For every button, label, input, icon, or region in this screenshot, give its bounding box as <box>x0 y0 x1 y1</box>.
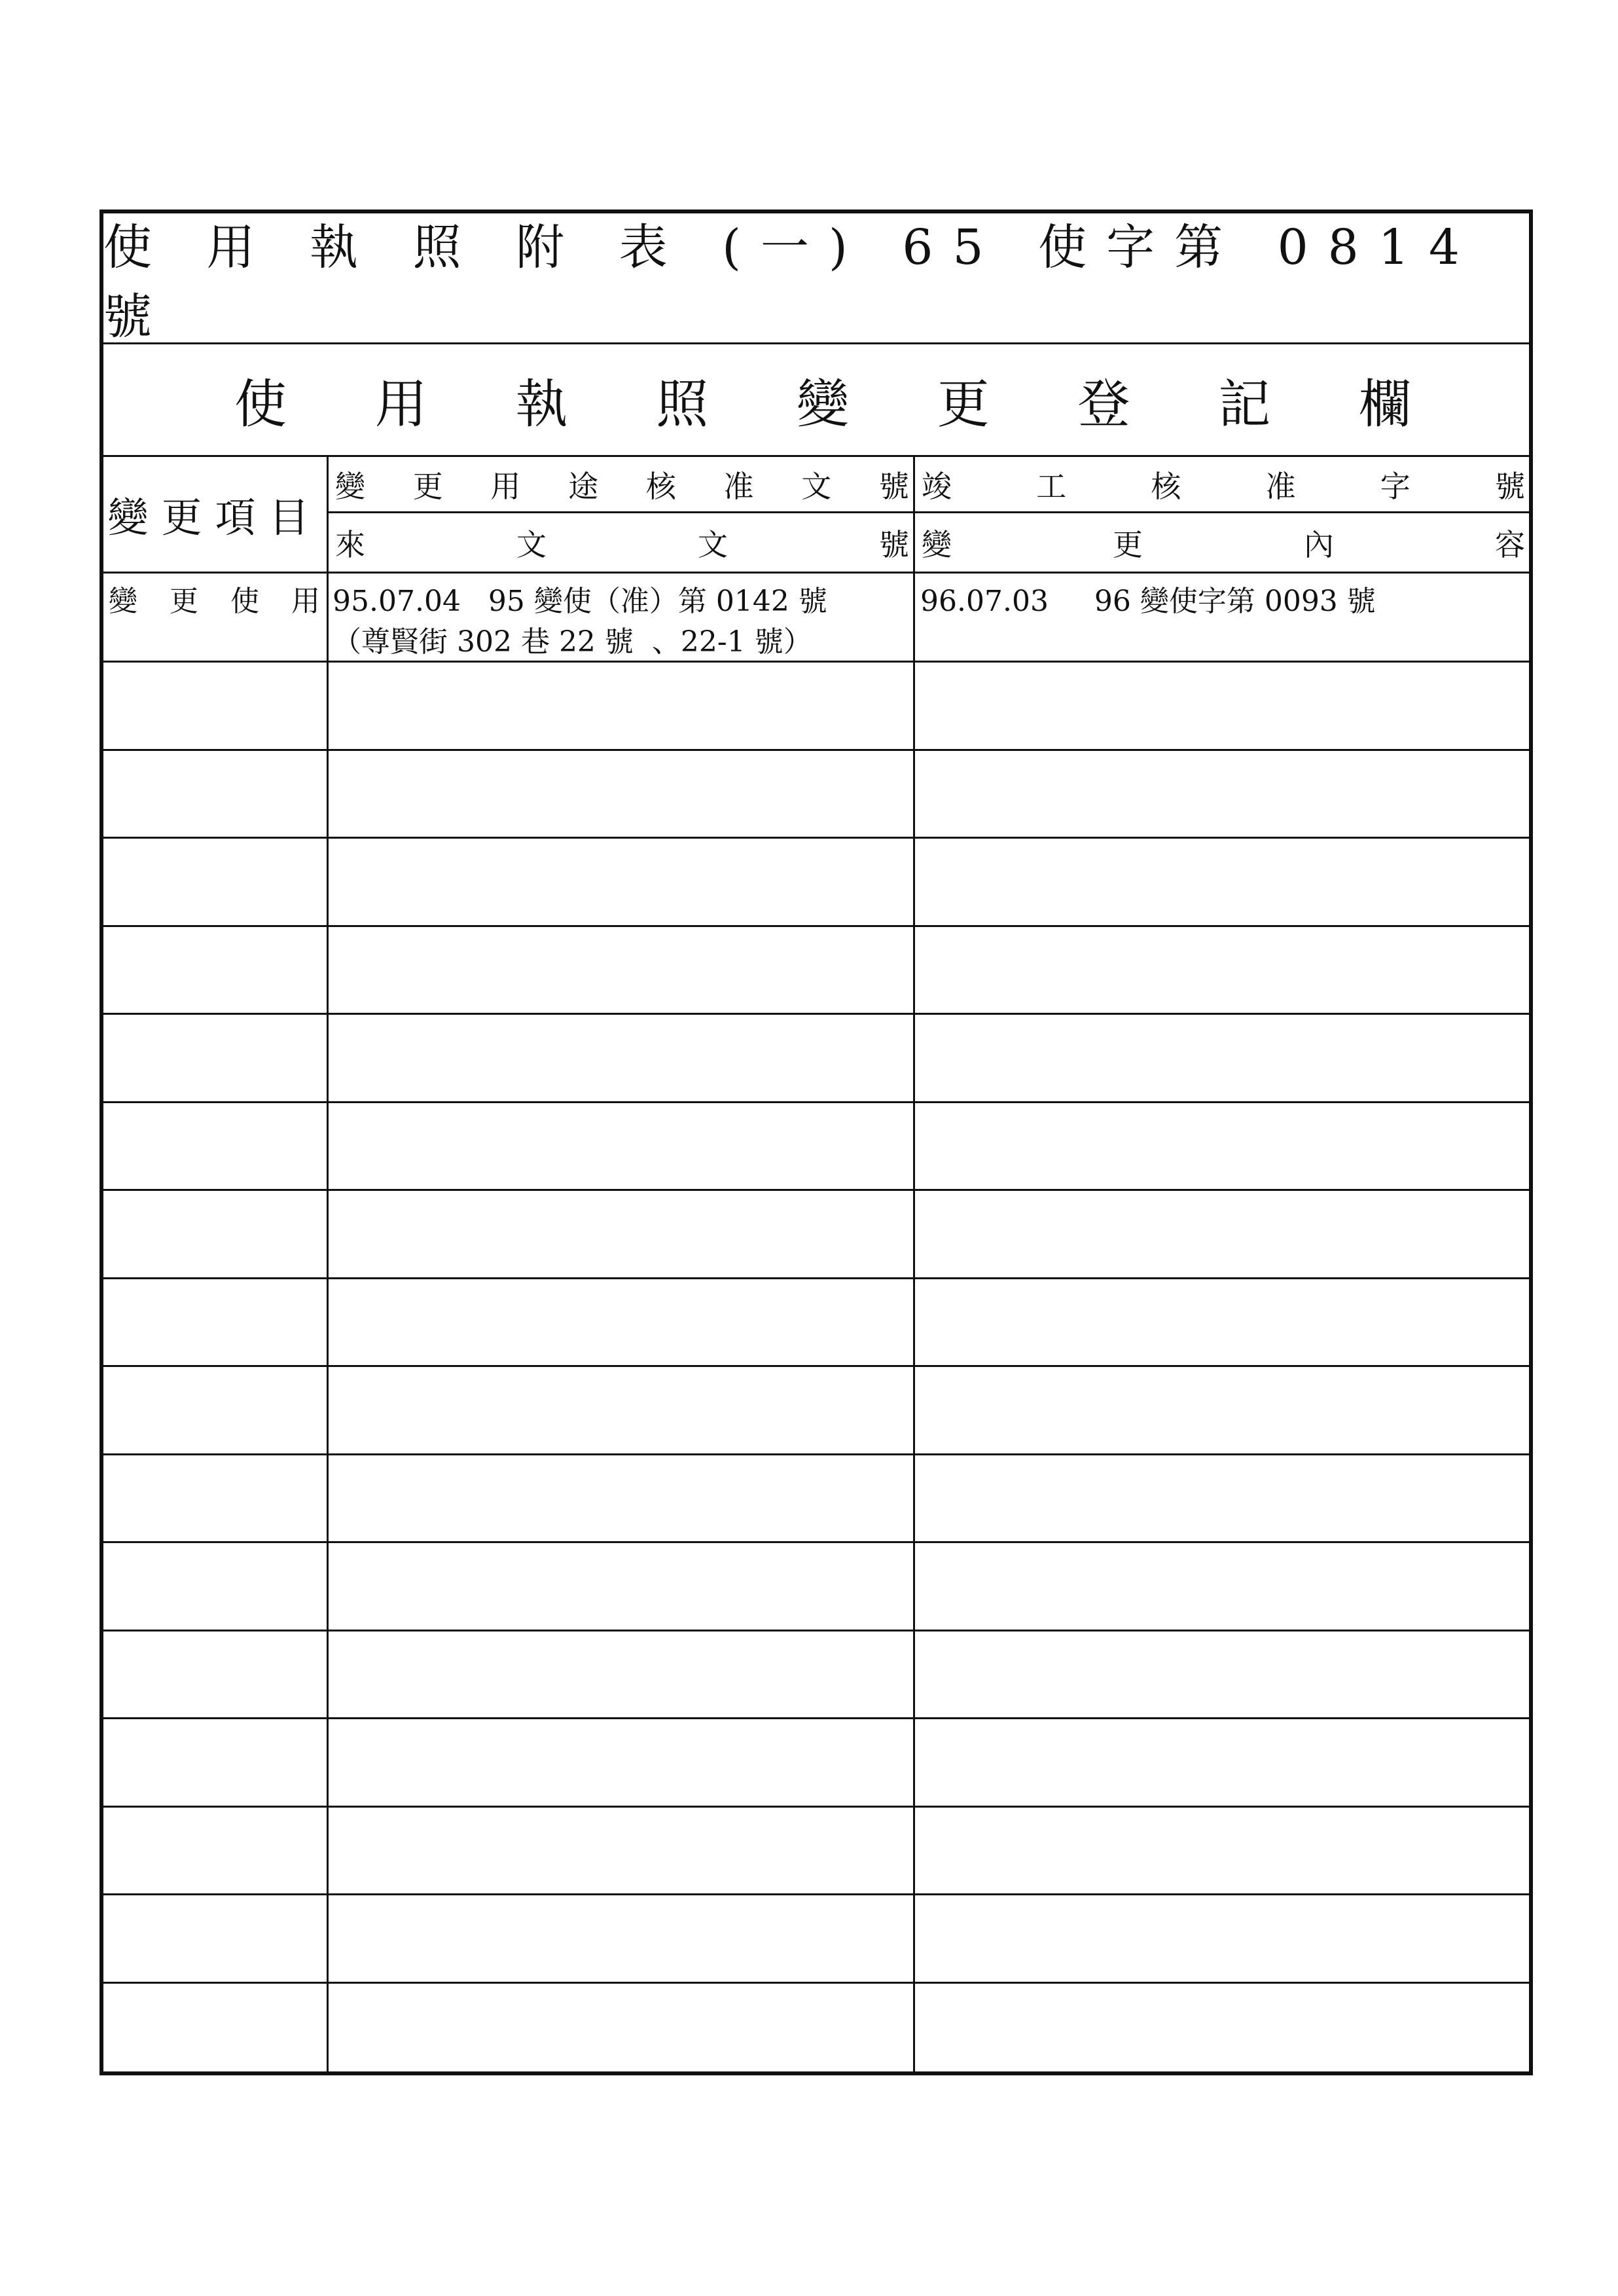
empty-cell <box>915 927 1529 1013</box>
header-incoming-doc-no <box>329 513 915 574</box>
subtitle-char: 使 <box>234 374 287 435</box>
empty-cell <box>915 1279 1529 1366</box>
header-char: 核 <box>645 468 676 504</box>
header-char: 更 <box>1113 526 1143 562</box>
empty-cell <box>915 751 1529 837</box>
subtitle-char: 變 <box>797 374 849 435</box>
header-item-cell <box>103 457 329 574</box>
empty-cell <box>915 839 1529 925</box>
subtitle-char: 執 <box>515 374 568 435</box>
empty-cell <box>103 1895 329 1982</box>
approval-line-2: （尊賢街 302 巷 22 號 、22-1 號） <box>333 625 812 659</box>
table-row-empty <box>103 1103 1529 1192</box>
table-row-empty <box>103 1895 1529 1984</box>
empty-cell <box>915 1015 1529 1101</box>
table-row-empty <box>103 1367 1529 1455</box>
empty-cell <box>915 1719 1529 1806</box>
empty-cell <box>329 1895 915 1982</box>
empty-cell <box>103 1279 329 1366</box>
completion-cell <box>915 574 1529 661</box>
empty-cell <box>103 1103 329 1190</box>
table-row-empty <box>103 1455 1529 1544</box>
empty-cell <box>329 1808 915 1894</box>
empty-cell <box>329 927 915 1013</box>
empty-cell <box>915 1984 1529 2072</box>
subtitle-char: 記 <box>1218 374 1271 435</box>
empty-cell <box>329 1103 915 1190</box>
empty-cell <box>329 751 915 837</box>
table-row-empty <box>103 1808 1529 1896</box>
empty-cell <box>329 1279 915 1366</box>
header-char: 號 <box>1494 468 1525 504</box>
header-char: 核 <box>1151 468 1181 504</box>
empty-cell <box>329 1543 915 1630</box>
empty-cell <box>915 1808 1529 1894</box>
empty-cell <box>329 1631 915 1718</box>
title-row <box>103 213 1529 344</box>
header-char: 准 <box>1265 468 1296 504</box>
empty-cell <box>329 1719 915 1806</box>
form-sheet <box>99 210 1533 2075</box>
subtitle-char: 欄 <box>1359 374 1411 435</box>
item-char: 變 <box>109 585 137 618</box>
item-char: 使 <box>230 585 259 618</box>
table-row-empty <box>103 663 1529 751</box>
table-row-empty <box>103 839 1529 927</box>
empty-cell <box>103 751 329 837</box>
approval-cell <box>329 574 915 661</box>
empty-cell <box>915 1367 1529 1453</box>
empty-cell <box>915 1895 1529 1982</box>
empty-cell <box>329 1015 915 1101</box>
header-char: 用 <box>490 468 521 504</box>
empty-cell <box>915 1631 1529 1718</box>
subtitle-char: 照 <box>656 374 709 435</box>
header-char: 文 <box>801 468 832 504</box>
empty-cell <box>103 839 329 925</box>
table-row-empty <box>103 1279 1529 1368</box>
empty-cell <box>915 1455 1529 1542</box>
table-row-empty <box>103 1191 1529 1279</box>
table-row-empty <box>103 751 1529 839</box>
empty-cell <box>329 1984 915 2072</box>
change-item-cell <box>103 574 329 661</box>
empty-cell <box>103 1367 329 1453</box>
table-row-empty <box>103 927 1529 1015</box>
table-row-empty <box>103 1984 1529 2072</box>
header-char: 變 <box>922 526 952 562</box>
header-char: 更 <box>412 468 443 504</box>
subtitle-row <box>103 344 1529 457</box>
empty-cell <box>103 1455 329 1542</box>
empty-cell <box>103 1631 329 1718</box>
header-char: 文 <box>516 526 547 562</box>
item-char: 更 <box>170 585 198 618</box>
empty-cell <box>915 1543 1529 1630</box>
header-char: 竣 <box>922 468 952 504</box>
table-row-empty <box>103 1631 1529 1720</box>
header-char: 容 <box>1495 526 1525 562</box>
empty-cell <box>103 1543 329 1630</box>
header-char: 變 <box>335 468 365 504</box>
empty-cell <box>329 1455 915 1542</box>
header-char: 途 <box>568 468 599 504</box>
empty-cell <box>329 839 915 925</box>
empty-cell <box>103 1808 329 1894</box>
empty-cell <box>103 927 329 1013</box>
header-completion-no <box>915 457 1529 513</box>
header-char: 來 <box>335 526 365 562</box>
empty-cell <box>103 663 329 749</box>
header-approval-no <box>329 457 915 513</box>
subtitle-char: 用 <box>374 374 427 435</box>
header-char: 文 <box>698 526 728 562</box>
approval-line-1: 95.07.04 95 變使（准）第 0142 號 <box>333 585 827 618</box>
empty-cell <box>103 1984 329 2072</box>
table-row-empty <box>103 1015 1529 1103</box>
empty-cell <box>103 1191 329 1277</box>
subtitle-char: 更 <box>937 374 990 435</box>
empty-cell <box>103 1015 329 1101</box>
empty-cell <box>915 1103 1529 1190</box>
empty-cell <box>915 663 1529 749</box>
table-row-empty <box>103 1543 1529 1631</box>
page-title: 使 用 執 照 附 表 (一) 65 使字第 0814 號 <box>103 219 1479 345</box>
header-change-content <box>915 513 1529 574</box>
empty-cell <box>915 1191 1529 1277</box>
empty-cell <box>329 1367 915 1453</box>
header-char: 號 <box>878 468 909 504</box>
table-row-empty <box>103 1719 1529 1808</box>
empty-cell <box>329 663 915 749</box>
header-char: 內 <box>1304 526 1334 562</box>
header-char: 字 <box>1380 468 1411 504</box>
item-char: 用 <box>291 585 320 618</box>
header-char: 號 <box>879 526 909 562</box>
header-char: 工 <box>1036 468 1067 504</box>
header-item-label: 變更項目 <box>107 494 323 541</box>
header-char: 准 <box>723 468 754 504</box>
table-row <box>103 574 1529 663</box>
empty-cell <box>329 1191 915 1277</box>
subtitle-char: 登 <box>1077 374 1130 435</box>
empty-cell <box>103 1719 329 1806</box>
completion-text: 96.07.03 96 變使字第 0093 號 <box>920 585 1376 618</box>
